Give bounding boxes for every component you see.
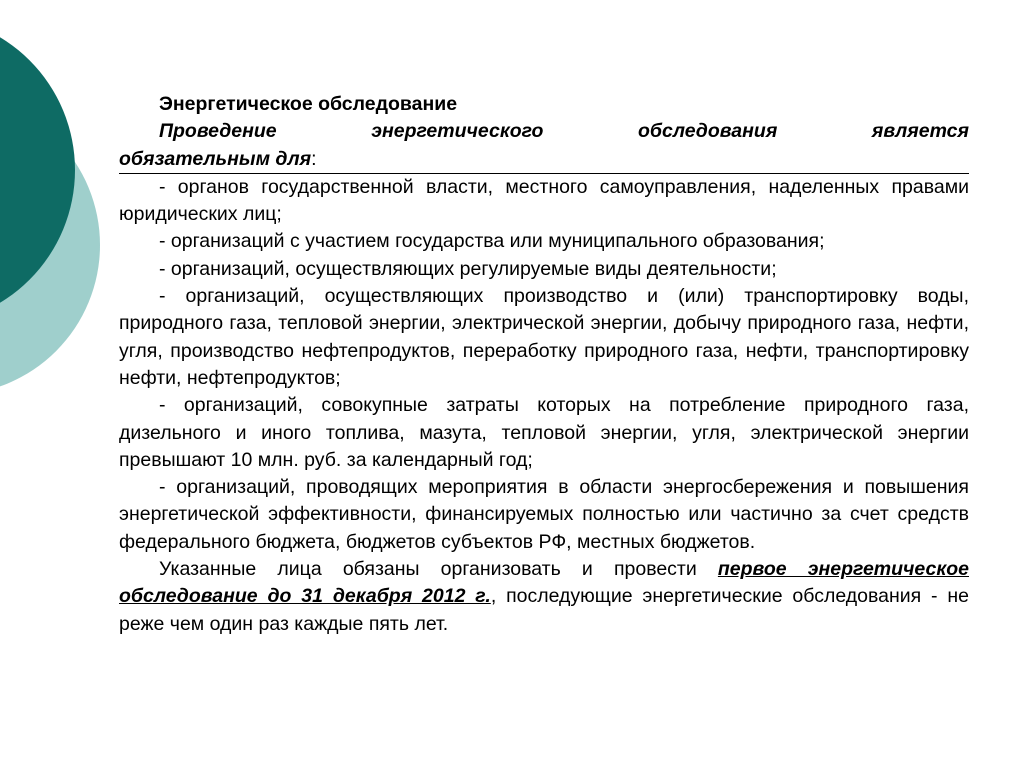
list-item-4: - организаций, осуществляющих производство и (или) транспортировку воды, природного газа, тепловой энергии, электрической энергии, добычу природного газа, нефти, угля, производство нефтепродуктов, переработку природного газа, нефти, транспортировку нефти, нефтепродуктов;: [119, 285, 969, 389]
intro-line-2: [119, 146, 969, 174]
list-item-1: - органов государственной власти, местного самоуправления, наделенных правами юридических лиц;: [119, 175, 969, 226]
intro-emphasis: обязательным для: [119, 147, 312, 170]
slide-content: [119, 91, 969, 638]
conclusion-text-before: Указанные лица обязаны организовать и провести: [159, 558, 718, 581]
intro-line-1: Проведение энергетического обследования является: [159, 120, 969, 143]
list-item-6: - организаций, проводящих мероприятия в области энергосбережения и повышения энергетической эффективности, финансируемых полностью или частично за счет средств федерального бюджета, бюджетов субъектов РФ, местных бюджетов.: [119, 476, 969, 553]
conclusion-deadline: первое энергетическое обследование до 31 декабря 2012 г.: [119, 558, 969, 608]
list-item-2: - организаций с участием государства или муниципального образования;: [159, 230, 825, 253]
list-item-5: - организаций, совокупные затраты которых на потребление природного газа, дизельного и иного топлива, мазута, тепловой энергии, угля, электрической энергии превышают 10 млн. руб. за календарный год;: [119, 394, 969, 471]
conclusion-paragraph: [119, 556, 969, 638]
intro-colon: :: [311, 147, 317, 170]
conclusion-text-after: , последующие энергетические обследования - не реже чем один раз каждые пять лет.: [119, 585, 969, 635]
list-item-3: - организаций, осуществляющих регулируемые виды деятельности;: [159, 257, 777, 280]
slide-title: Энергетическое обследование: [159, 93, 458, 115]
